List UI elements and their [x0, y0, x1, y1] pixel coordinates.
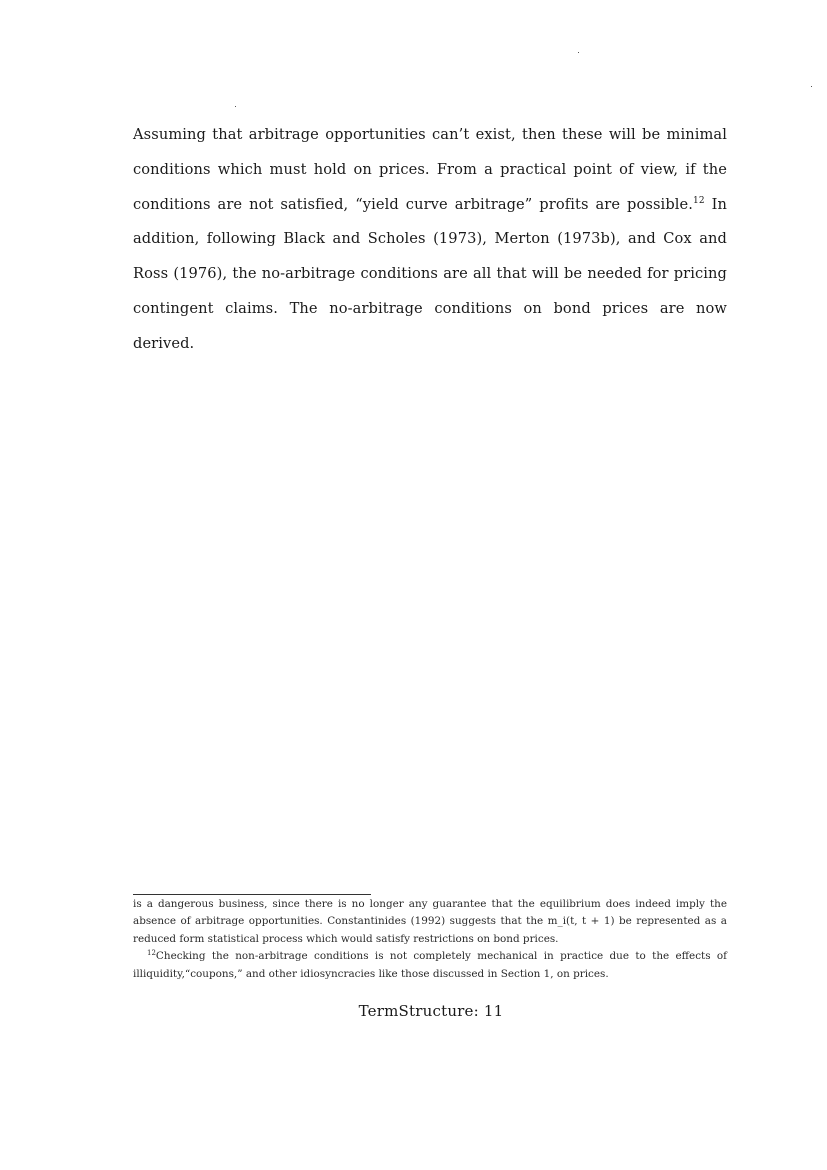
scan-speck — [578, 52, 579, 53]
footnote-12-marker: 12 — [147, 949, 156, 958]
footnote-continuation: is a dangerous business, since there is no longer any guarantee that the equilibrium does indeed imply the absence of arbitrage opportunities. Constantinides (1992) suggests that the m_i(t, t + 1) be represented as a reduced form statistical process which would satisfy restrictions on bond prices. — [133, 898, 727, 945]
footnote-12 — [133, 948, 727, 983]
footnote-12-text: Checking the non-arbitrage conditions is not completely mechanical in practice due to the effects of illiquidity,“coupons,” and other idiosyncracies like those discussed in Section 1, on prices. — [133, 950, 727, 980]
main-paragraph — [133, 118, 727, 362]
scan-speck — [235, 106, 236, 107]
paragraph-text-part2: In addition, following Black and Scholes (1973), Merton (1973b), and Cox and Ross (1976), the no-arbitrage conditions are all that will be needed for pricing contingent claims. The no-arbitrage conditions on bond prices are now derived. — [133, 195, 727, 352]
paragraph-text-part1: Assuming that arbitrage opportunities can’t exist, then these will be minimal conditions which must hold on prices. From a practical point of view, if the conditions are not satisfied, “yield curve arbitrage” profits are possible. — [133, 126, 727, 213]
footnotes — [133, 896, 727, 983]
scan-speck — [811, 86, 812, 87]
page-number: TermStructure: 11 — [358, 1002, 504, 1020]
footnote-reference-12[interactable]: 12 — [693, 195, 705, 206]
footnote-separator — [133, 894, 371, 895]
